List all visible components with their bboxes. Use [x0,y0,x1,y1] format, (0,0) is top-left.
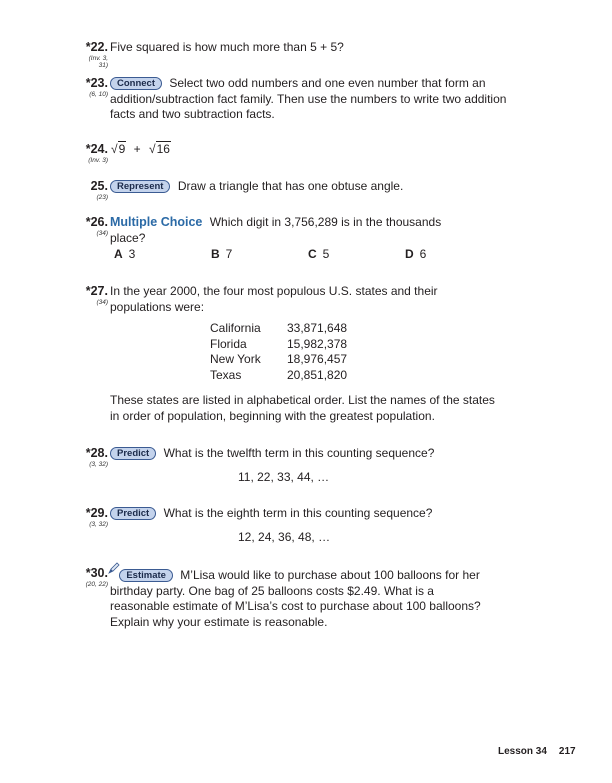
counting-sequence: 11, 22, 33, 44, … [238,469,330,484]
problem-number: *22. [85,40,108,54]
state-population: 33,871,648 [287,321,348,335]
predict-badge: Predict [110,507,156,520]
problem-number-col [78,506,108,528]
lesson-reference: (3, 32) [89,521,108,528]
table-row [210,352,505,368]
state-name: Texas [210,367,242,382]
square-root [110,142,126,158]
problem-number-col [78,179,108,201]
state-name: Florida [210,336,247,351]
lesson-reference: 31) [98,62,108,69]
problem-number: *30. [85,566,108,580]
problem-number: *27. [85,284,108,298]
problem-number-col [78,284,108,306]
problem-text: M’Lisa would like to purchase about 100 balloons for her birthday party. One bag of 25 balloons costs $2.49. What is a reasonable estimate of M’Lisa’s cost to purchase about 100 balloons? Explain why your estimate is reasonable. [110,568,481,629]
problem-body [110,506,510,545]
lesson-reference: (23) [96,194,108,201]
problem-body [110,179,510,195]
problem-number: *23. [85,76,108,90]
lesson-reference: (34) [96,299,108,306]
choice-c: C 5 [308,247,330,261]
plus-operator: + [133,142,141,156]
problem-number-col [78,40,108,69]
table-row [210,368,505,384]
problem-number-col [78,566,108,588]
problem-intro: In the year 2000, the four most populous U.S. states and their populations were: [110,284,438,314]
lesson-reference: (Inv. 3, [88,55,108,62]
lesson-label: Lesson 34 [498,746,547,757]
state-name: New York [210,352,261,366]
problem-number-col [78,142,108,164]
represent-badge: Represent [110,180,170,193]
state-population: 15,982,378 [287,336,348,351]
page-footer [498,746,576,757]
radicand: 9 [118,142,126,156]
problem-number-col [78,215,108,237]
problem-number: 25. [90,179,108,193]
state-population-table [210,321,505,383]
problem-number: *24. [85,142,108,156]
choice-b: B 7 [211,247,233,261]
problem-body [110,76,510,123]
choice-d: D 6 [405,247,427,261]
multiple-choice-title: Multiple Choice [110,215,203,229]
problem-number-col [78,76,108,98]
problem-text: Five squared is how much more than 5 + 5? [110,40,344,54]
estimate-badge: Estimate [119,569,173,582]
pencil-icon [110,566,118,574]
table-row [210,321,505,337]
problem-body [110,566,495,630]
radical-sign-icon: √ [111,142,118,156]
state-population: 18,976,457 [287,352,348,366]
state-name: California [210,321,261,335]
choice-a: A 3 [114,247,136,261]
table-row [210,337,505,353]
problem-expression [110,142,510,158]
predict-badge: Predict [110,447,156,460]
problem-text: What is the twelfth term in this counting sequence? [163,446,435,460]
problem-number-col [78,446,108,468]
lesson-reference: (6, 10) [89,91,108,98]
problem-body [110,215,470,263]
lesson-reference: (20, 22) [85,581,108,588]
problem-outro: These states are listed in alphabetical order. List the names of the states in order of population, beginning with the greatest population. [110,393,495,423]
radicand: 16 [156,142,170,156]
counting-sequence: 12, 24, 36, 48, … [238,529,331,544]
problem-text: Draw a triangle that has one obtuse angle. [177,179,404,193]
square-root [148,142,171,158]
problem-text: What is the eighth term in this counting sequence? [163,506,433,520]
state-population: 20,851,820 [287,367,348,382]
answer-choices [110,247,470,263]
problem-number: *26. [85,215,108,229]
problem-text: Select two odd numbers and one even number that form an addition/subtraction fact family. Then use the numbers to write two addition facts and two subtraction facts. [110,76,507,121]
lesson-reference: (3, 32) [89,461,108,468]
page-number: 217 [558,746,576,757]
problem-number: *29. [85,506,108,520]
problem-text: Which digit in 3,756,289 is in the thousands place? [110,215,442,245]
connect-badge: Connect [110,77,162,90]
problem-body [110,284,505,424]
problem-number: *28. [85,446,108,460]
lesson-reference: (Inv. 3) [88,157,108,164]
lesson-reference: (34) [96,230,108,237]
problem-body [110,446,510,485]
radical-sign-icon: √ [148,142,156,156]
